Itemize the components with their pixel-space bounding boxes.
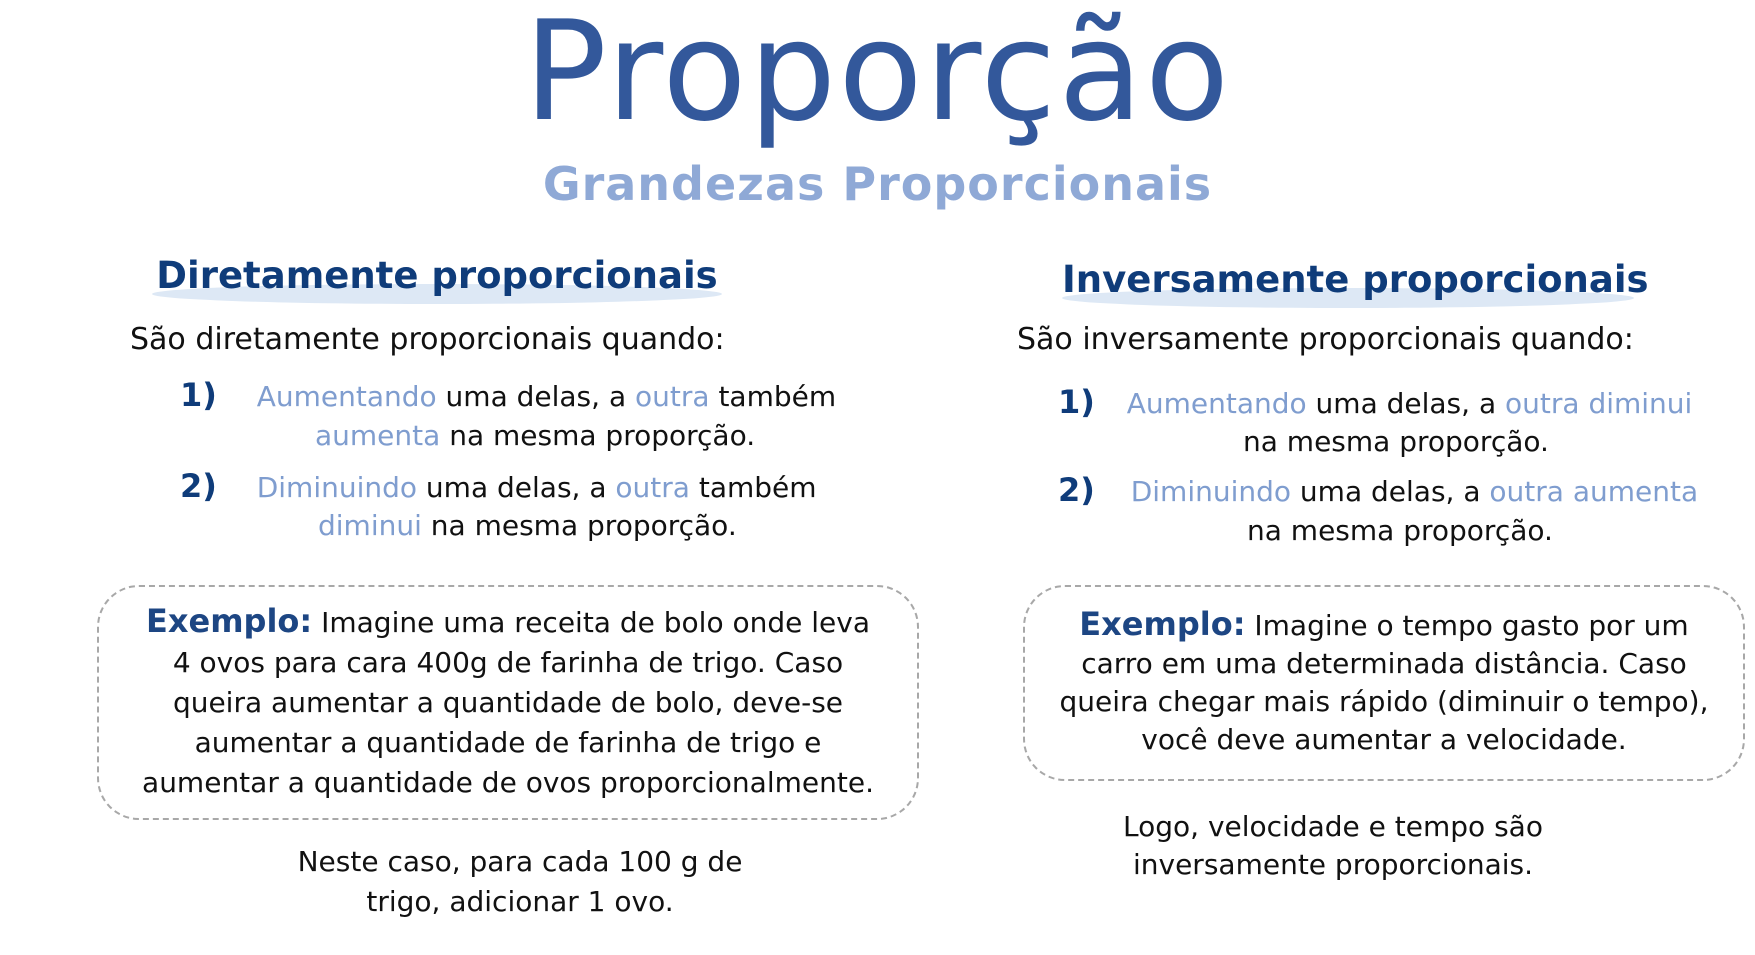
text-segment: uma delas, a (1306, 387, 1506, 420)
highlight-word: outra (615, 471, 690, 504)
section-heading-inverse (1062, 256, 1649, 304)
list-item-continuation (318, 507, 737, 545)
list-item-continuation (1247, 512, 1553, 550)
highlight-word: outra (635, 380, 710, 413)
example-box-direct (97, 585, 919, 820)
example-line: Imagine o tempo gasto por um (1245, 609, 1689, 642)
text-segment: uma delas, a (1291, 475, 1490, 508)
list-item-continuation (1243, 423, 1549, 461)
highlight-word: Aumentando (256, 380, 437, 413)
example-line: você deve aumentar a velocidade. (1141, 723, 1627, 756)
highlight-word: outra aumenta (1489, 475, 1699, 508)
list-item-continuation (315, 417, 755, 455)
text-segment: na mesma proporção. (1247, 514, 1553, 547)
example-text (1025, 587, 1743, 759)
text-segment: uma delas, a (436, 380, 636, 413)
example-text (99, 587, 917, 803)
list-item (1058, 383, 1692, 423)
section-inverse (900, 0, 1755, 955)
list-item (180, 376, 836, 416)
highlight-word: Aumentando (1126, 387, 1307, 420)
example-line: aumentar a quantidade de farinha de trigo e (194, 726, 822, 759)
page-title: Proporção (523, 0, 1232, 152)
text-segment: também (689, 471, 817, 504)
text-segment: na mesma proporção. (421, 509, 737, 542)
highlight-word: diminui (318, 509, 422, 542)
text-segment: na mesma proporção. (1243, 425, 1549, 458)
item-number: 1) (1058, 383, 1095, 421)
heading-text: Inversamente proporcionais (1062, 258, 1649, 301)
example-line: 4 ovos para cara 400g de farinha de trigo. Caso (172, 646, 844, 679)
heading-text: Diretamente proporcionais (156, 254, 718, 297)
section-heading-direct (152, 252, 722, 300)
item-line1 (1127, 387, 1693, 420)
highlight-word: Diminuindo (256, 471, 418, 504)
conclusion-direct (240, 842, 800, 922)
example-line: aumentar a quantidade de ovos proporcionalmente. (142, 766, 874, 799)
conclusion-line: inversamente proporcionais. (1132, 848, 1533, 881)
text-segment: também (709, 380, 837, 413)
item-line1 (1131, 475, 1698, 508)
highlight-word: outra diminui (1505, 387, 1693, 420)
conclusion-line: trigo, adicionar 1 ovo. (366, 885, 674, 918)
example-label: Exemplo: (1079, 605, 1246, 643)
highlight-word: aumenta (315, 419, 441, 452)
example-line: queira aumentar a quantidade de bolo, deve-se (172, 686, 844, 719)
item-number: 2) (1058, 471, 1095, 509)
item-line1 (257, 471, 817, 504)
text-segment: na mesma proporção. (440, 419, 756, 452)
page-subtitle: Grandezas Proporcionais (542, 157, 1213, 211)
example-box-inverse (1023, 585, 1745, 781)
conclusion-line: Logo, velocidade e tempo são (1123, 810, 1543, 843)
conclusion-inverse (1083, 808, 1583, 884)
text-segment: uma delas, a (417, 471, 616, 504)
item-line1 (257, 380, 836, 413)
list-item (1058, 471, 1698, 511)
highlight-word: Diminuindo (1130, 475, 1292, 508)
item-number: 2) (180, 467, 217, 505)
list-item (180, 467, 817, 507)
conclusion-line: Neste caso, para cada 100 g de (297, 845, 743, 878)
intro-text-inverse: São inversamente proporcionais quando: (1017, 322, 1634, 357)
example-label: Exemplo: (146, 602, 313, 640)
example-line: carro em uma determinada distância. Caso (1081, 647, 1687, 680)
example-line: Imagine uma receita de bolo onde leva (312, 606, 870, 639)
example-line: queira chegar mais rápido (diminuir o tempo), (1059, 685, 1709, 718)
intro-text-direct: São diretamente proporcionais quando: (130, 322, 725, 357)
item-number: 1) (180, 376, 217, 414)
